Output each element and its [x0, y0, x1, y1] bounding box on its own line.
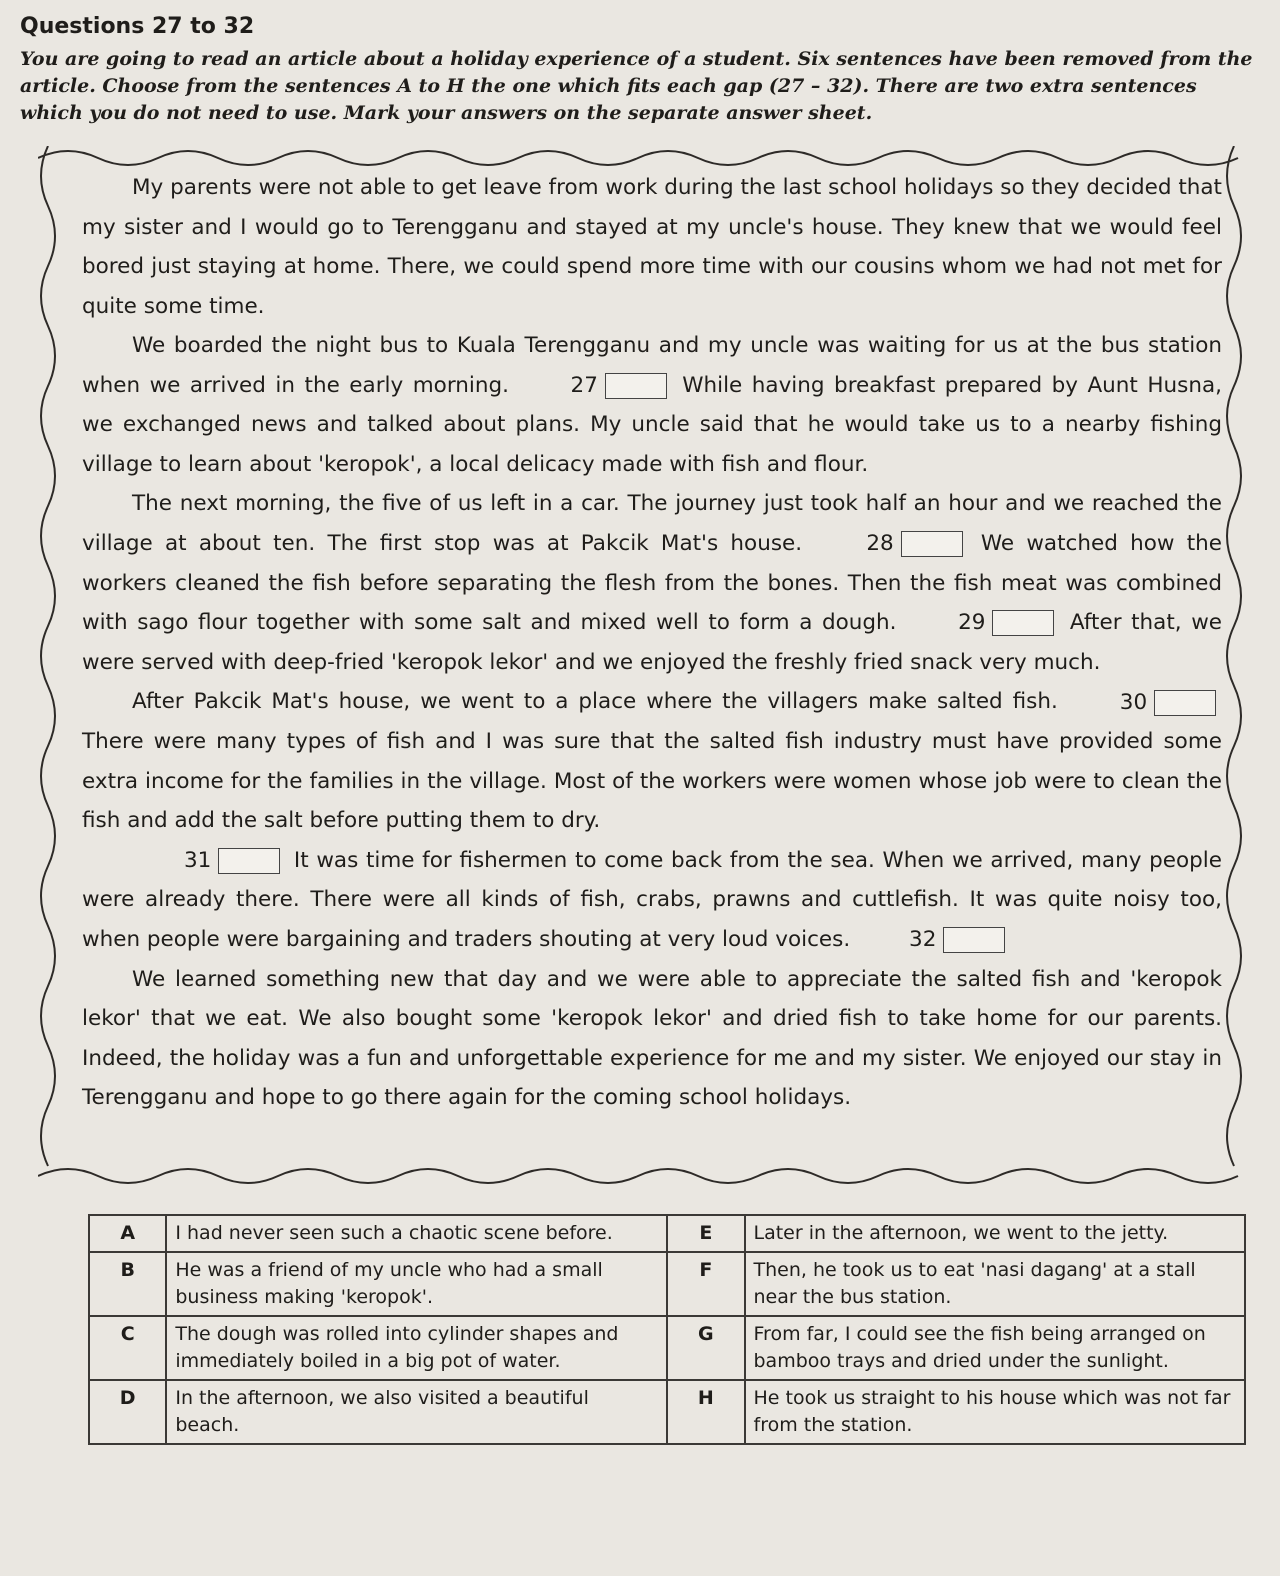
option-letter: B [89, 1252, 166, 1316]
gap-30-answer-box[interactable] [1154, 690, 1216, 716]
option-letter: E [667, 1215, 744, 1252]
option-letter: D [89, 1380, 166, 1444]
p3-text-before: The next morning, the five of us left in a car. The journey just took half an hour and we reached the village at about ten. The first stop was at Pakcik Mat's house. [82, 491, 1222, 556]
gap-32-number: 32 [909, 927, 937, 952]
article-paragraph-4 [82, 682, 1222, 840]
option-sentence: I had never seen such a chaotic scene before. [166, 1215, 667, 1252]
option-letter: F [667, 1252, 744, 1316]
p4-text-before: After Pakcik Mat's house, we went to a place where the villagers make salted fish. [132, 689, 1058, 715]
gap-32-answer-box[interactable] [943, 927, 1005, 953]
gap-27 [521, 366, 667, 406]
gap-29-number: 29 [958, 610, 986, 636]
option-letter: A [89, 1215, 166, 1252]
gap-32 [859, 920, 1005, 960]
option-letter: H [667, 1380, 744, 1444]
table-row [89, 1252, 1245, 1316]
gap-28 [816, 524, 962, 564]
gap-27-answer-box[interactable] [605, 373, 667, 399]
table-row [89, 1215, 1245, 1252]
p4-text-after: There were many types of fish and I was sure that the salted fish industry must have provided some extra income for the families in the village. Most of the workers were women whose job were to clean the fish and add the salt before putting them to dry. [82, 729, 1222, 833]
option-sentence: He took us straight to his house which was not far from the station. [745, 1380, 1246, 1444]
options-table [88, 1214, 1246, 1445]
option-letter: C [89, 1316, 166, 1380]
gap-30-number: 30 [1119, 689, 1148, 715]
gap-28-number: 28 [866, 531, 894, 556]
option-sentence: He was a friend of my uncle who had a small business making 'keropok'. [166, 1252, 667, 1316]
article-paragraph-2 [82, 326, 1222, 484]
article-paragraph-5 [82, 841, 1222, 960]
option-sentence: From far, I could see the fish being arranged on bamboo trays and dried under the sunlight. [745, 1316, 1246, 1380]
p3-text-after: After that, we were served with deep-fried 'keropok lekor' and we enjoyed the freshly fried snack very much. [82, 610, 1223, 675]
option-sentence: The dough was rolled into cylinder shapes and immediately boiled in a big pot of water. [166, 1316, 667, 1380]
instructions: You are going to read an article about a holiday experience of a student. Six sentences have been removed from the article. Choose from the sentences A to H the one which fits each gap (27 – 32). There are two extra sentences which you do not need to use. Mark your answers on the separate answer sheet. [20, 48, 1253, 124]
questions-title: Questions 27 to 32 [20, 14, 255, 39]
gap-29-answer-box[interactable] [992, 610, 1054, 636]
table-row [89, 1380, 1245, 1444]
article-paragraph-6: We learned something new that day and we were able to appreciate the salted fish and 'keropok lekor' that we eat. We also bought some 'keropok lekor' and dried fish to take home for our parents. Indeed, the holiday was a fun and unforgettable experience for me and my sister. We enjoyed our stay in Terengganu and hope to go there again for the coming school holidays. [82, 966, 1222, 1110]
option-sentence: Then, he took us to eat 'nasi dagang' at a stall near the bus station. [745, 1252, 1246, 1316]
article-paragraph-3 [82, 484, 1222, 682]
p2-text-after: While having breakfast prepared by Aunt Husna, we exchanged news and talked about plans. My uncle said that he would take us to a nearby fishing village to learn about 'keropok', a local delicacy made with fish and flour. [82, 372, 1222, 477]
article-text [82, 168, 1222, 1118]
gap-31-answer-box[interactable] [218, 848, 280, 874]
gap-28-answer-box[interactable] [901, 531, 963, 557]
p5-text-before: It was time for fishermen to come back from the sea. When we arrived, many people were already there. There were all kinds of fish, crabs, prawns and cuttlefish. It was quite noisy too, when people were bargaining and traders shouting at very loud voices. [82, 847, 1222, 952]
gap-30 [1070, 683, 1216, 723]
table-row [89, 1316, 1245, 1380]
gap-29 [908, 603, 1054, 643]
article-frame [38, 146, 1242, 1186]
gap-31 [134, 841, 280, 881]
p3-text-mid: We watched how the workers cleaned the fish before separating the flesh from the bones. Then the fish meat was combined with sago flour together with some salt and mixed well to form a dough. [82, 530, 1223, 635]
gap-31-number: 31 [184, 847, 212, 873]
gap-27-number: 27 [570, 372, 598, 398]
option-sentence: Later in the afternoon, we went to the jetty. [745, 1215, 1246, 1252]
article-paragraph-1: My parents were not able to get leave from work during the last school holidays so they decided that my sister and I would go to Terengganu and stayed at my uncle's house. They knew that we would feel bored just staying at home. There, we could spend more time with our cousins whom we had not met for quite some time. [82, 175, 1222, 319]
option-sentence: In the afternoon, we also visited a beautiful beach. [166, 1380, 667, 1444]
option-letter: G [667, 1316, 744, 1380]
p2-text-before: We boarded the night bus to Kuala Terengganu and my uncle was waiting for us at the bus station when we arrived in the early morning. [82, 333, 1222, 398]
